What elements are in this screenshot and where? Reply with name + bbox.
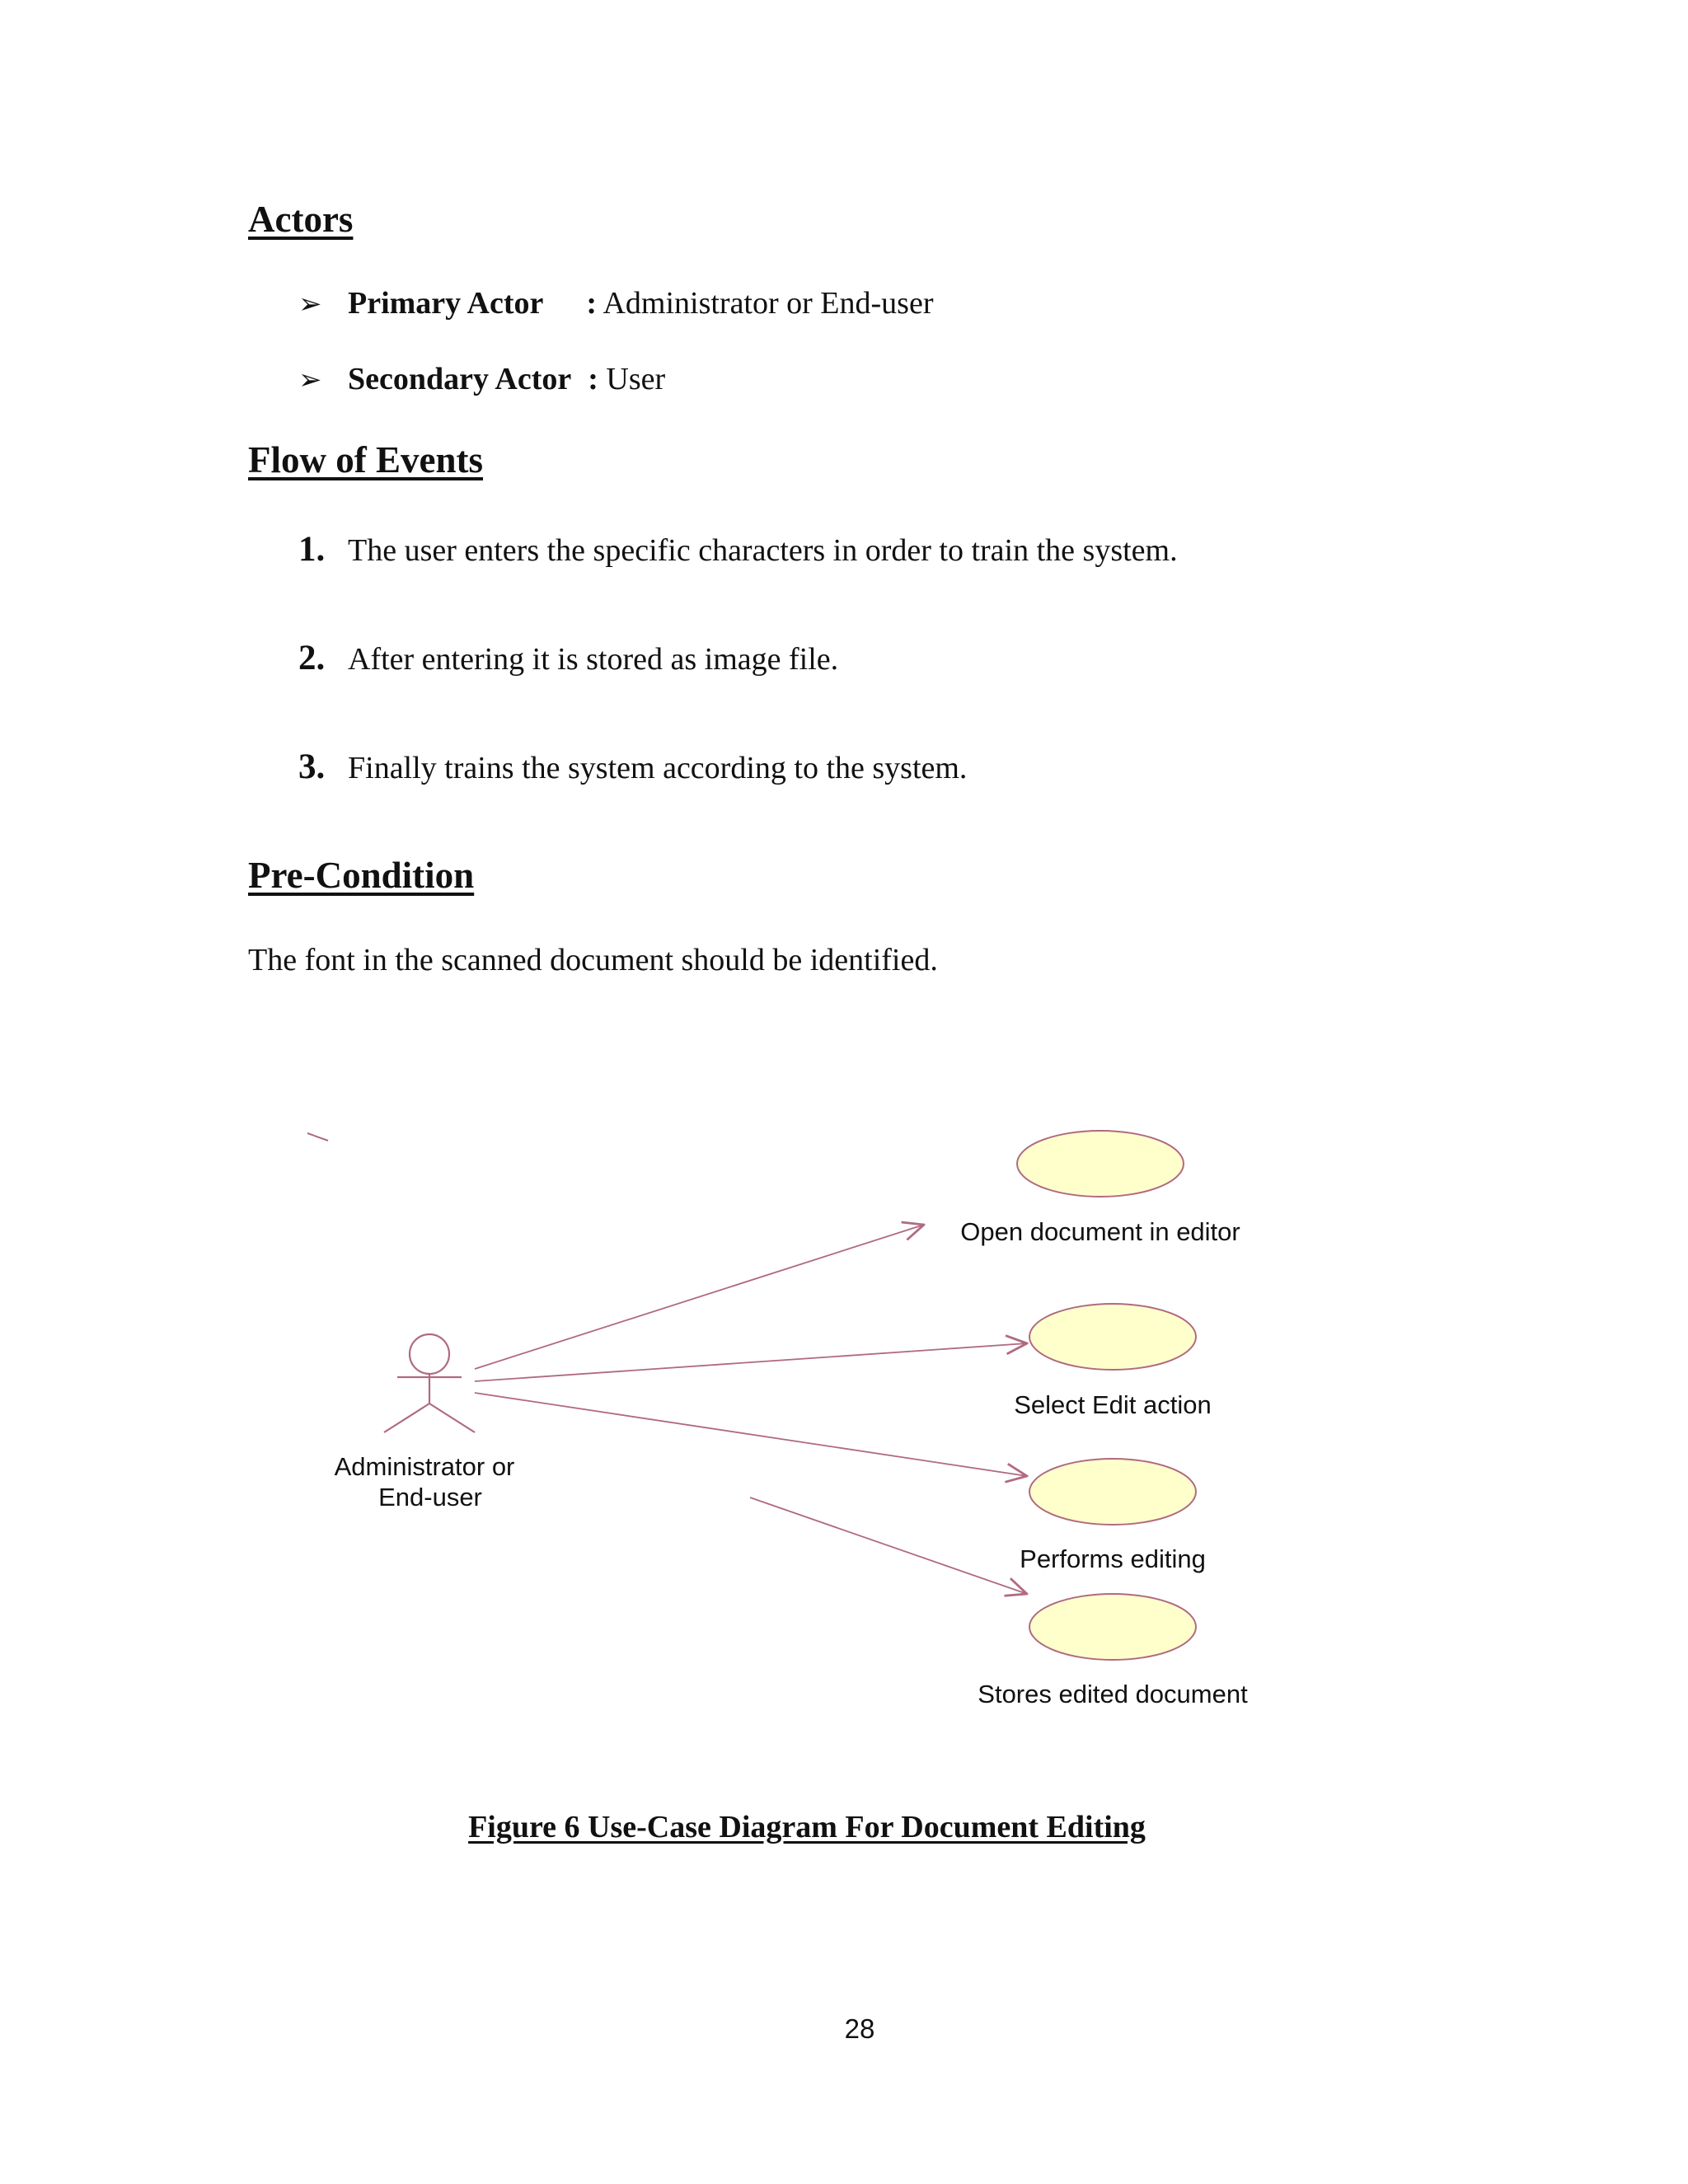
arrow-bullet-icon: ➢ [298,289,322,320]
actor-icon [384,1334,475,1432]
use-case-label: Open document in editor [960,1217,1240,1246]
secondary-actor-label: Secondary Actor [348,362,572,396]
flow-item-text: Finally trains the system according to the system. [348,751,968,785]
association-arrow [475,1343,1027,1381]
primary-actor-sep: : [586,286,598,321]
precondition-heading: Pre-Condition [248,855,475,896]
secondary-actor-sep: : [588,362,598,396]
actors-heading: Actors [248,199,354,240]
flow-heading: Flow of Events [248,439,483,480]
flow-item-text: The user enters the specific characters in order to train the system. [348,533,1178,568]
figure-caption: Figure 6 Use-Case Diagram For Document Editing [468,1810,1146,1844]
use-case-ellipse [1029,1459,1196,1525]
secondary-actor-value: User [598,362,666,396]
use-case-label: Stores edited document [978,1680,1248,1708]
use-case-ellipse [1017,1131,1184,1197]
flow-item-number: 2. [298,639,326,677]
stray-mark [307,1133,328,1141]
flow-item-text: After entering it is stored as image file. [348,642,839,677]
page-number: 28 [844,2013,875,2044]
use-case-ellipse [1029,1304,1196,1370]
actor-label-line2: End-user [378,1483,482,1511]
arrow-bullet-icon: ➢ [298,365,322,396]
primary-actor-value: Administrator or End-user [597,286,934,321]
association-arrow [475,1393,1027,1476]
association-arrow [750,1497,1027,1594]
use-case-label: Select Edit action [1014,1390,1212,1419]
use-case-label: Performs editing [1020,1544,1206,1573]
use-case-ellipse [1029,1594,1196,1660]
association-arrow [475,1225,924,1369]
flow-item-number: 1. [298,530,326,569]
flow-item-number: 3. [298,748,326,786]
precondition-text: The font in the scanned document should be identified. [248,943,938,977]
actor-label-line1: Administrator or [334,1452,515,1481]
primary-actor-label: Primary Actor [348,286,544,321]
